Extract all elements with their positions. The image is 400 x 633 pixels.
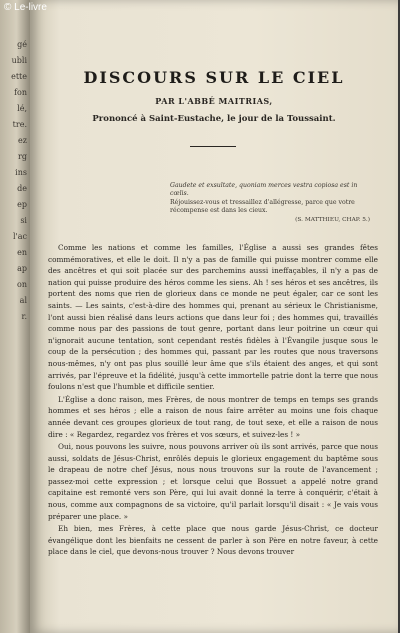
facing-page-fragment: on bbox=[17, 280, 27, 289]
paragraph: Eh bien, mes Frères, à cette place que nous garde Jésus-Christ, ce docteur évangélique dont les bienfaits ne cessent de parler à son Père en notre faveur, à cette place dans le ciel, que devons-nous trouver ? Nous devons trouver bbox=[48, 524, 378, 557]
facing-page-fragment: gé bbox=[17, 40, 27, 49]
body-text bbox=[48, 242, 378, 559]
facing-page-fragment: ap bbox=[17, 264, 27, 273]
paragraph: Oui, nous pouvons les suivre, nous pouvons arriver où ils sont arrivés, parce que nous aussi, soldats de Jésus-Christ, enrôlés depuis le glorieux engagement du baptême sous le drapeau de notre chef Jésus, nous nous trouvons sur la route de l'avancement ; passez-moi cette expression ; et lorsque celui que Bossuet a appelé notre grand capitaine est remonté vers son Père, qui lui avait donné la terre à conquérir, c'était à nous, comme aux compagnons de sa victoire, qu'il parlait lorsqu'il disait : « Je vais vous préparer une place. » bbox=[48, 442, 378, 521]
facing-page-fragment: fon bbox=[14, 88, 27, 97]
facing-page-fragment: lé, bbox=[17, 104, 27, 113]
epigraph-latin: Gaudete et exsultate, quoniam merces vestra copiosa est in cœlis. bbox=[170, 182, 358, 198]
paragraph: L'Église a donc raison, mes Frères, de nous montrer de temps en temps ses grands hommes et ses héros ; elle a raison de nous faire arrêter au moins une fois chaque année devant ces groupes glorieux de tout rang, de tout sexe, et elle a raison de nous dire : « Regardez, regardez vos frères et vos sœurs, et suivez-les ! » bbox=[48, 394, 378, 439]
facing-page-fragment: rg bbox=[18, 152, 27, 161]
facing-page-fragment: al bbox=[19, 296, 27, 305]
facing-page-fragment: ubli bbox=[11, 56, 27, 65]
facing-page-fragment: r. bbox=[21, 312, 27, 321]
occasion-subtitle: Prononcé à Saint-Eustache, le jour de la Toussaint. bbox=[92, 114, 336, 124]
facing-page-fragment: ez bbox=[18, 136, 27, 145]
epigraph-french: Réjouissez-vous et tressaillez d'allégresse, parce que votre récompense est dans les cieux. bbox=[170, 198, 355, 215]
previous-page-edge bbox=[0, 0, 30, 633]
page-title: DISCOURS SUR LE CIEL bbox=[83, 68, 345, 87]
epigraph-reference: (S. MATTHIEU, CHAP. 5.) bbox=[295, 216, 370, 223]
book-page bbox=[30, 0, 398, 633]
paragraph: Comme les nations et comme les familles, l'Église a aussi ses grandes fêtes commémoratives, et elle le doit. Il n'y a pas de famille qui puisse montrer comme elle des ancêtres et qui soit placée sur des parchemins aussi ineffaçables, il n'y a pas de nation qui puisse produire des héros comme les siens. Ah ! ses héros et ses ancêtres, ils portent des noms que rien de glorieux dans ce monde ne peut égaler, car ce sont les saints. — Les saints, c'est-à-dire des hommes qui, prenant au sérieux le Christianisme, l'ont aussi bien réalisé dans leurs actions que dans leur foi ; des hommes qui, travaillés comme nous par des passions de tout genre, portant dans leur poitrine un cœur qui n'ignorait aucune tentation, sont cependant restés fidèles à l'Évangile jusque sous le coup de la persécution ; des hommes qui, passant par les routes que nous traversons nous-mêmes, n'y ont pas plus souillé leur âme que s'ils étaient des anges, et qui sont arrivés, par l'épreuve et la fidélité, jusqu'à cette immortelle patrie dont la terre que nous foulons n'est que l'humble et difficile sentier. bbox=[48, 243, 379, 392]
facing-page-fragment: en bbox=[17, 248, 27, 257]
watermark: © Le-livre bbox=[4, 2, 47, 13]
facing-page-fragment: tre. bbox=[12, 120, 27, 129]
epigraph bbox=[170, 182, 370, 224]
title-divider bbox=[190, 146, 236, 147]
facing-page-fragment: ette bbox=[11, 72, 27, 81]
facing-page-fragment: si bbox=[20, 216, 27, 225]
facing-page-fragment: ins bbox=[15, 168, 27, 177]
facing-page-fragment: l'ac bbox=[12, 232, 27, 241]
facing-page-fragment: de bbox=[17, 184, 27, 193]
facing-page-fragment: ep bbox=[17, 200, 27, 209]
author-byline: PAR L'ABBÉ MAITRIAS, bbox=[155, 96, 273, 106]
